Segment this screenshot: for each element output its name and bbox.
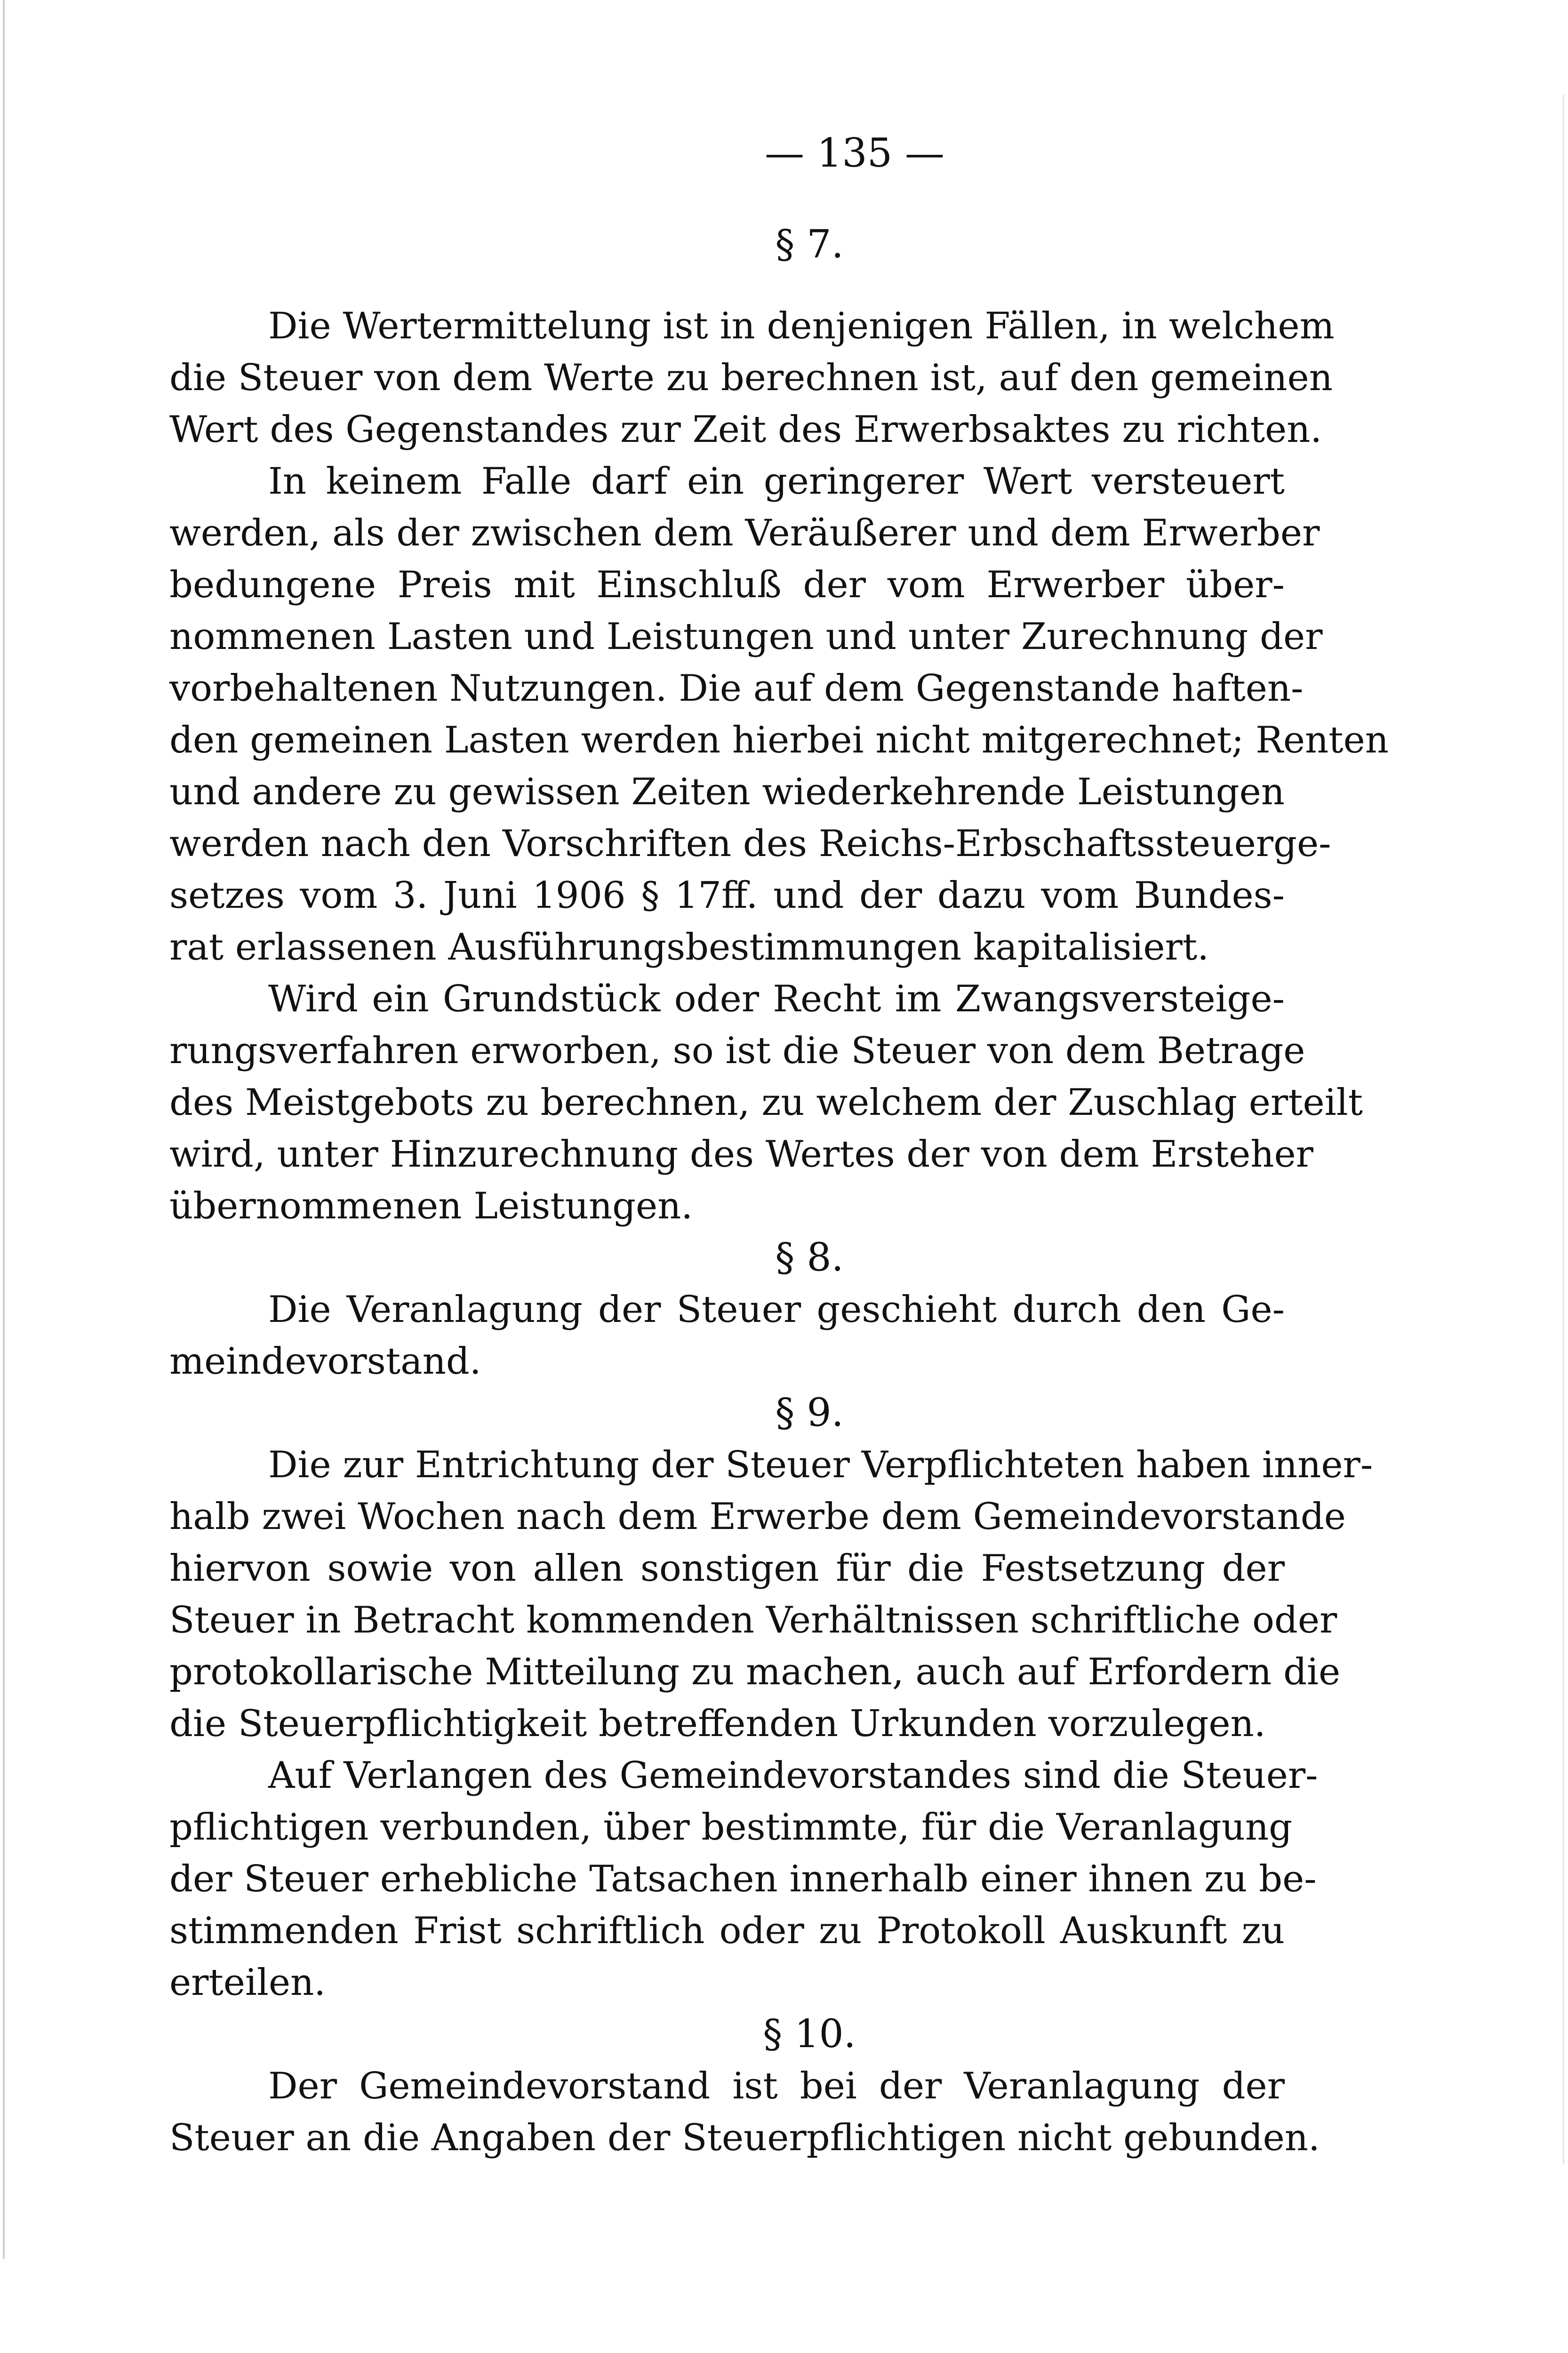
scan-edge-right	[1563, 94, 1564, 2165]
text-line: und andere zu gewissen Zeiten wiederkehrende Leistungen	[169, 771, 1285, 813]
page-number-text: — 135 —	[765, 130, 944, 176]
scan-edge-left	[3, 0, 5, 2259]
text-line: werden, als der zwischen dem Veräußerer und dem Erwerber	[169, 512, 1320, 554]
text-line: den gemeinen Lasten werden hierbei nicht mitgerechnet; Renten	[169, 719, 1389, 761]
paragraph	[169, 2060, 1320, 2164]
text-line: protokollarische Mitteilung zu machen, auch auf Erfordern die	[169, 1651, 1341, 1693]
paragraph	[169, 456, 1389, 973]
text-line: stimmenden Frist schriftlich oder zu Protokoll Auskunft zu	[169, 1910, 1285, 1952]
text-line: rungsverfahren erworben, so ist die Steuer von dem Betrage	[169, 1030, 1305, 1072]
section-heading: § 8.	[775, 1235, 844, 1280]
section-heading: § 9.	[775, 1391, 844, 1435]
text-line: Steuer an die Angaben der Steuerpflichtigen nicht gebunden.	[169, 2117, 1320, 2159]
page-number	[0, 127, 1568, 179]
paragraph	[169, 1439, 1373, 1750]
text-line: bedungene Preis mit Einschluß der vom Erwerber über-	[169, 564, 1285, 606]
section	[169, 1387, 1373, 2009]
section	[169, 2009, 1320, 2164]
section-heading: § 7.	[775, 222, 844, 267]
text-line: die Steuer von dem Werte zu berechnen ist, auf den gemeinen	[169, 357, 1333, 399]
section	[169, 1232, 1285, 1387]
text-line: der Steuer erhebliche Tatsachen innerhalb einer ihnen zu be-	[169, 1858, 1317, 1900]
document-body	[169, 219, 1389, 2164]
text-line: Wird ein Grundstück oder Recht im Zwangsversteige-	[268, 978, 1285, 1020]
text-line: erteilen.	[169, 1961, 326, 2004]
text-line: vorbehaltenen Nutzungen. Die auf dem Gegenstande haften-	[169, 667, 1304, 710]
paragraph	[169, 300, 1335, 456]
section-heading: § 10.	[763, 2012, 856, 2057]
text-line: setzes vom 3. Juni 1906 § 17ff. und der dazu vom Bundes-	[169, 874, 1285, 917]
text-line: meindevorstand.	[169, 1340, 481, 1383]
text-line: wird, unter Hinzurechnung des Wertes der von dem Ersteher	[169, 1133, 1313, 1176]
text-line: pflichtigen verbunden, über bestimmte, für die Veranlagung	[169, 1806, 1293, 1849]
text-line: Der Gemeindevorstand ist bei der Veranlagung der	[268, 2065, 1285, 2107]
text-line: Wert des Gegenstandes zur Zeit des Erwerbsaktes zu richten.	[169, 408, 1322, 451]
text-line: rat erlassenen Ausführungsbestimmungen kapitalisiert.	[169, 926, 1209, 968]
paragraph	[169, 973, 1363, 1232]
text-line: Steuer in Betracht kommenden Verhältnissen schriftliche oder	[169, 1599, 1337, 1641]
text-line: die Steuerpflichtigkeit betreffenden Urkunden vorzulegen.	[169, 1703, 1266, 1745]
text-line: halb zwei Wochen nach dem Erwerbe dem Gemeindevorstande	[169, 1496, 1346, 1538]
text-line: hiervon sowie von allen sonstigen für die Festsetzung der	[169, 1547, 1285, 1590]
text-line: In keinem Falle darf ein geringerer Wert versteuert	[268, 460, 1285, 503]
text-line: des Meistgebots zu berechnen, zu welchem der Zuschlag erteilt	[169, 1081, 1363, 1124]
text-line: übernommenen Leistungen.	[169, 1185, 693, 1227]
text-line: Die zur Entrichtung der Steuer Verpflichteten haben inner-	[268, 1444, 1373, 1486]
text-line: nommenen Lasten und Leistungen und unter Zurechnung der	[169, 616, 1323, 658]
section	[169, 219, 1389, 1232]
text-line: werden nach den Vorschriften des Reichs-Erbschaftssteuerge-	[169, 823, 1331, 865]
paragraph	[169, 1750, 1318, 2009]
text-line: Die Veranlagung der Steuer geschieht durch den Ge-	[268, 1289, 1285, 1331]
text-line: Die Wertermittelung ist in denjenigen Fällen, in welchem	[268, 305, 1335, 347]
text-line: Auf Verlangen des Gemeindevorstandes sind die Steuer-	[268, 1754, 1318, 1797]
paragraph	[169, 1284, 1285, 1387]
